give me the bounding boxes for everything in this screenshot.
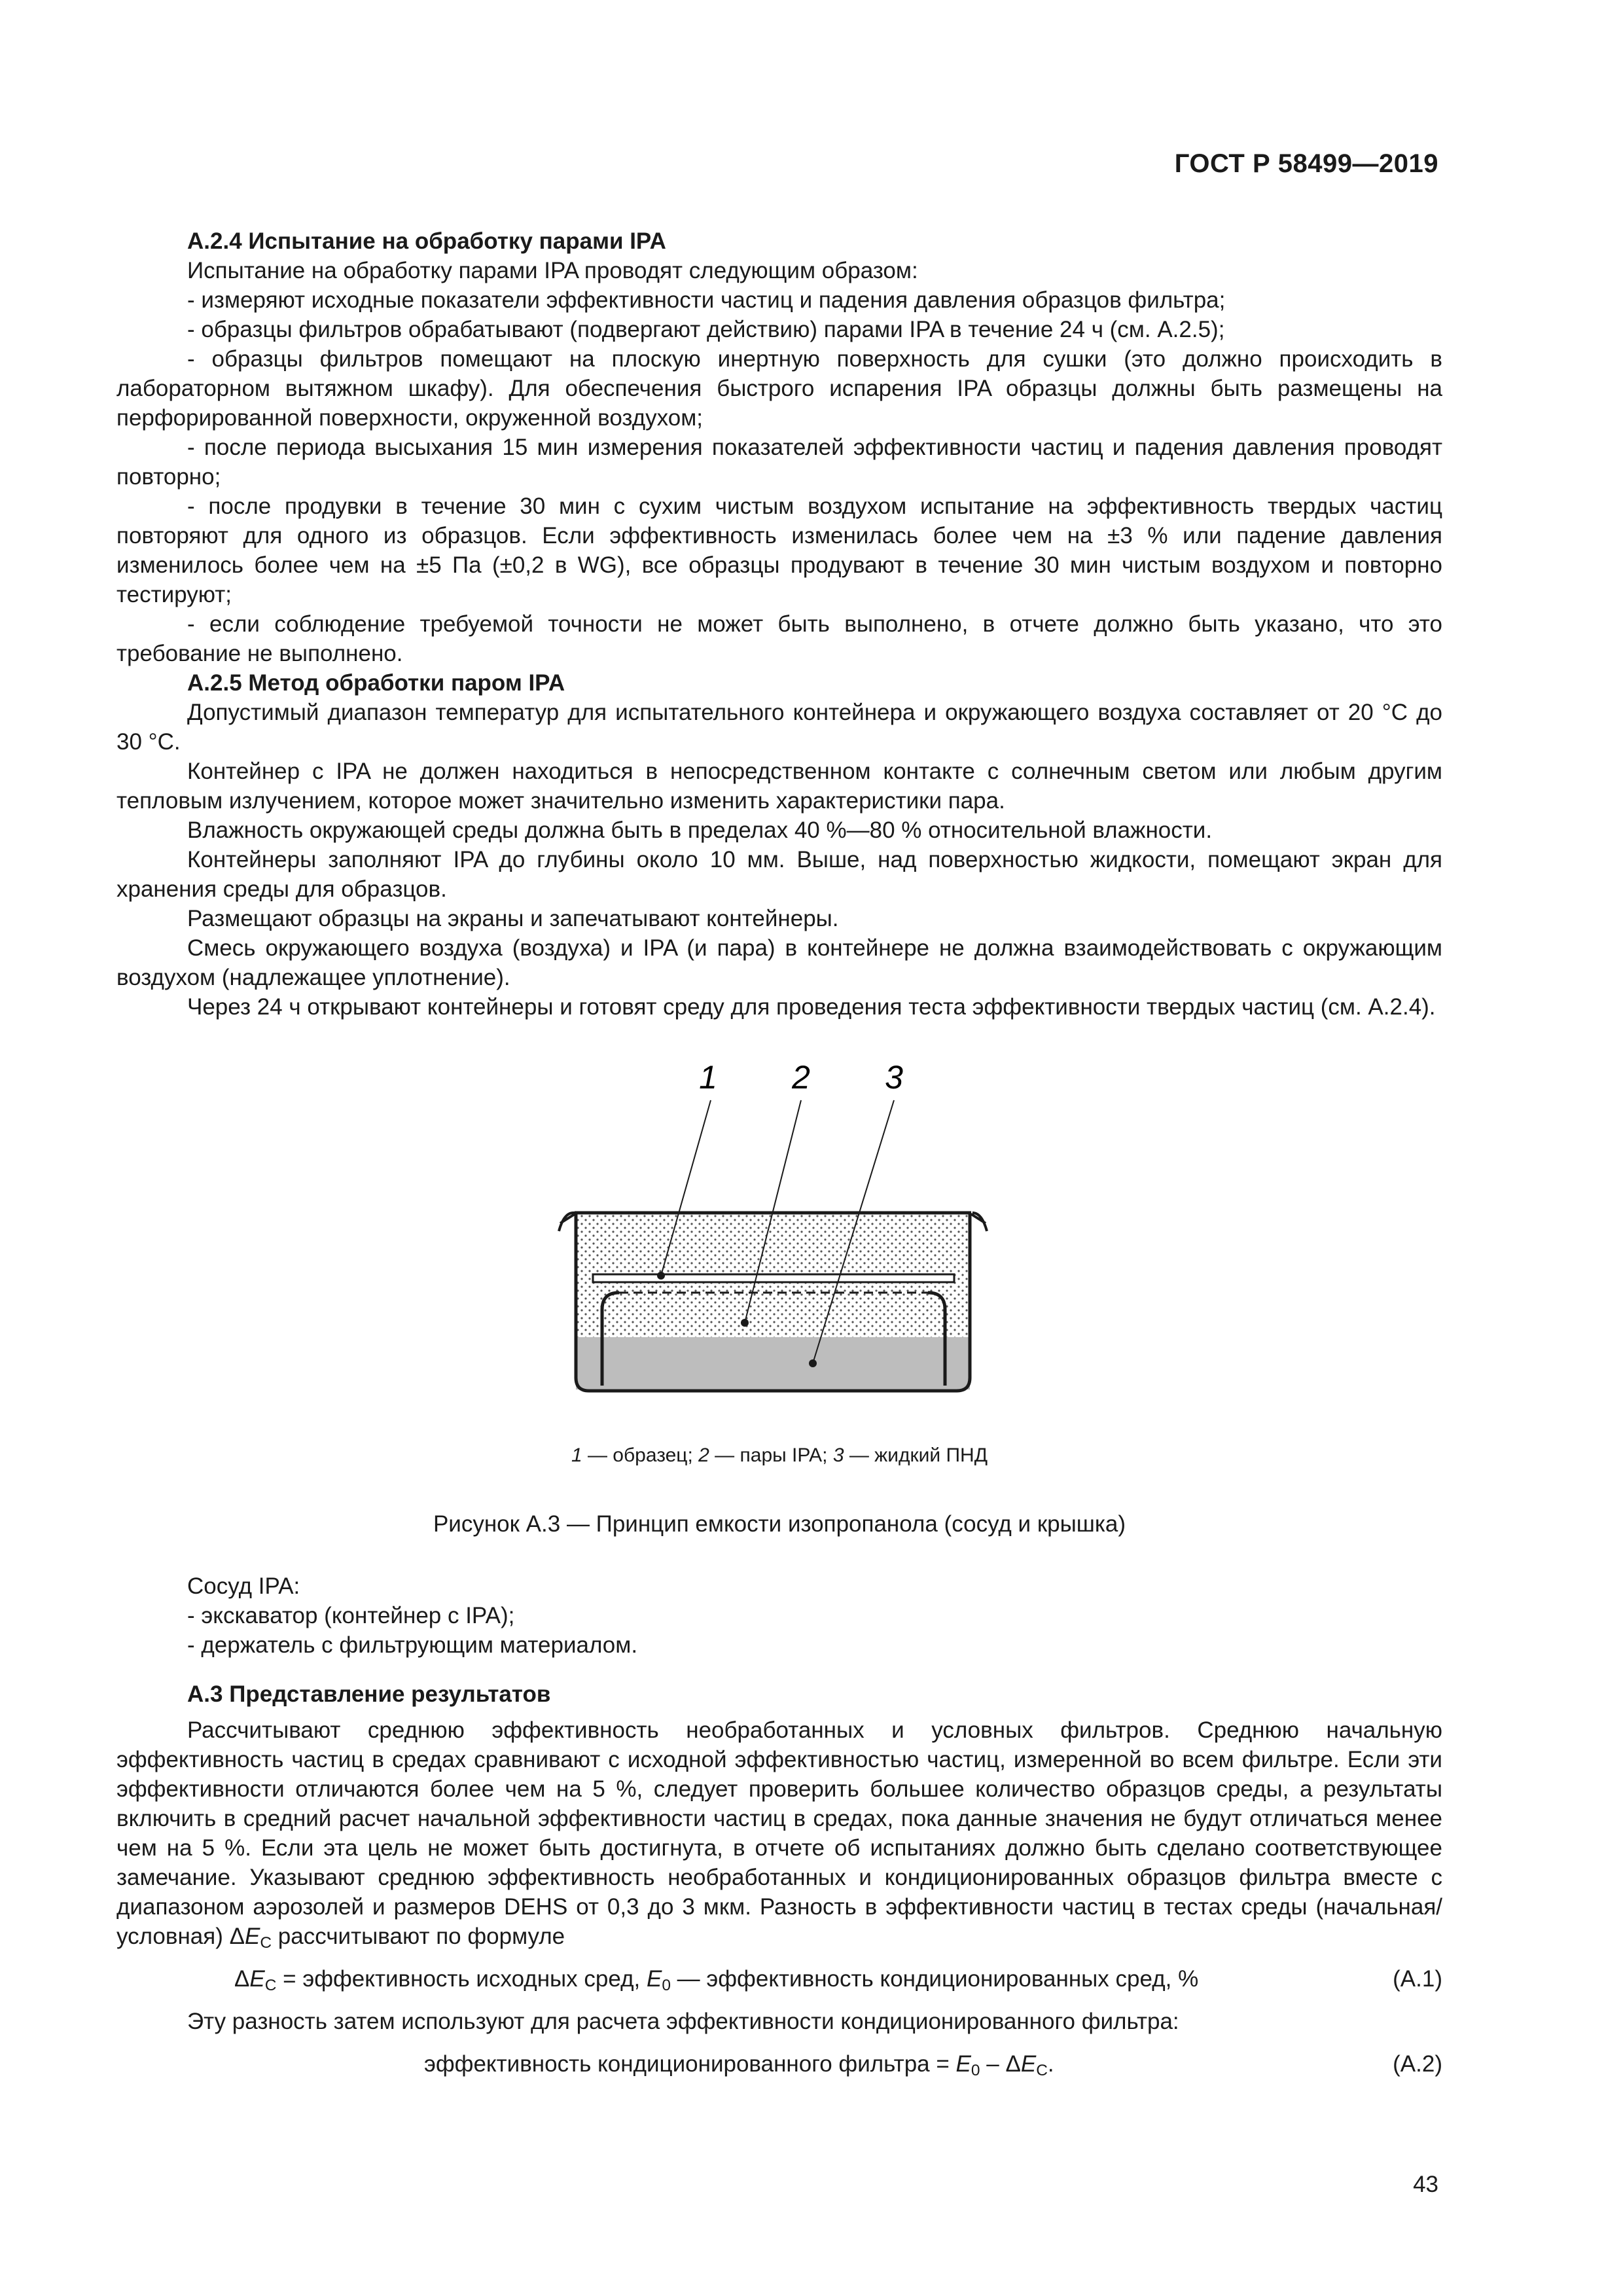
leader-dot-2 [741, 1319, 749, 1327]
callout-label-1: 1 [699, 1059, 717, 1096]
paragraph: Эту разность затем используют для расчета эффективности кондиционированного фильтра: [187, 2009, 1179, 2034]
list-item: - после продувки в течение 30 мин с сухим чистым воздухом испытание на эффективность твердых частиц повторяют для одного из образцов. Если эффективность изменилась более чем на ±3 % или падение давления изменилось более чем на ±5 Па (±0,2 в WG), все образцы продувают в течение 30 мин чистым воздухом и повторно тестируют; [116, 493, 1442, 607]
leader-dot-1 [657, 1272, 665, 1280]
list-item: - образцы фильтров помещают на плоскую инертную поверхность для сушки (это должно происходить в лабораторном вытяжном шкафу). Для обеспечения быстрого испарения IPA образцы должны быть размещены на перфорированной поверхности, окруженной воздухом; [116, 346, 1442, 431]
vessel-title: Сосуд IPA: [187, 1573, 300, 1599]
page-content [116, 226, 1442, 2092]
e-symbol: E [1020, 2051, 1037, 2077]
section-a25-heading: А.2.5 Метод обработки паром IPA [187, 670, 565, 696]
left-rim-icon [559, 1211, 575, 1231]
formula-a2-number: (А.2) [1393, 2051, 1442, 2077]
formula-a1 [116, 1964, 1442, 1994]
figure-caption: Рисунок А.3 — Принцип емкости изопропанола (сосуд и крышка) [433, 1511, 1126, 1537]
legend-text: — образец; [582, 1444, 699, 1466]
e-symbol: E [249, 1966, 265, 1992]
legend-num: 3 [832, 1444, 844, 1466]
formula-text: эффективность кондиционированного фильтра = [424, 2051, 956, 2077]
list-item: - если соблюдение требуемой точности не может быть выполнено, в отчете должно быть указано, что это требование не выполнено. [116, 611, 1442, 666]
delta-symbol: Δ [229, 1924, 245, 1949]
section-a3-paragraph [116, 1715, 1442, 1951]
ipa-container-diagram [116, 1041, 1442, 1434]
list-item: - держатель с фильтрующим материалом. [187, 1632, 638, 1658]
list-item: - после периода высыхания 15 мин измерения показателей эффективности частиц и падения давления проводят повторно; [116, 435, 1442, 490]
section-a24-heading: А.2.4 Испытание на обработку парами IPA [187, 228, 666, 254]
delta-symbol: Δ [234, 1966, 250, 1992]
c-subscript: C [260, 1934, 272, 1952]
formula-text: – [980, 2051, 1006, 2077]
figure-a3-diagram [116, 1041, 1442, 1434]
paragraph: Через 24 ч открывают контейнеры и готовят среду для проведения теста эффективности твердых частиц (см. А.2.4). [187, 994, 1436, 1020]
formula-text: = эффективность исходных сред, [276, 1966, 647, 1992]
right-rim-icon [971, 1213, 987, 1231]
paragraph: Контейнер с IPA не должен находиться в непосредственном контакте с солнечным светом или любым другим тепловым излучением, которое может значительно изменить характеристики пара. [116, 759, 1442, 814]
c-subscript: C [264, 1977, 277, 1994]
e-symbol: E [955, 2051, 971, 2077]
zero-subscript: 0 [971, 2062, 980, 2079]
formula-a2-expression [424, 2049, 1364, 2079]
formula-a2 [116, 2049, 1442, 2079]
formula-a1-expression [234, 1964, 1364, 1994]
section-a24-intro: Испытание на обработку парами IPA проводят следующим образом: [187, 258, 918, 283]
leader-dot-3 [809, 1359, 817, 1367]
legend-text: — жидкий ПНД [844, 1444, 988, 1466]
callout-label-2: 2 [792, 1059, 810, 1096]
formula-a1-number: (А.1) [1393, 1966, 1442, 1992]
e-symbol: E [245, 1924, 260, 1949]
liquid-area [576, 1337, 970, 1390]
legend-num: 1 [571, 1444, 582, 1466]
formula-text: — эффективность кондиционированных сред, % [670, 1966, 1199, 1992]
sample-plate [593, 1274, 954, 1282]
list-item: - экскаватор (контейнер с IPA); [187, 1603, 515, 1628]
section-a3-heading: А.3 Представление результатов [187, 1681, 551, 1707]
paragraph: Размещают образцы на экраны и запечатывают контейнеры. [187, 906, 839, 931]
legend-num: 2 [698, 1444, 709, 1466]
paragraph-text: Рассчитывают среднюю эффективность необработанных и условных фильтров. Среднюю начальную эффективность частиц в средах сравнивают с исходной эффективностью частиц, измеренной во всем фильтре. Если эти эффективности отличаются более чем на 5 %, следует проверить большее количество образцов среды, а результаты включить в средний расчет начальной эффективности частиц в средах, пока данные значения не будут отличаться менее чем на 5 %. Если эта цель не может быть достигнута, в отчете об испытаниях должно быть сделано соответствующее замечание. Указывают среднюю эффективность необработанных и кондиционированных образцов фильтра вместе с диапазоном аэрозолей и размеров DEHS от 0,3 до 3 мкм. Разность в эффективности частиц в тестах среды (начальная/условная) [116, 1717, 1442, 1949]
delta-symbol: Δ [1005, 2051, 1021, 2077]
paragraph: Влажность окружающей среды должна быть в пределах 40 %—80 % относительной влажности. [187, 817, 1213, 843]
paragraph: Контейнеры заполняют IPA до глубины около 10 мм. Выше, над поверхностью жидкости, помещают экран для хранения среды для образцов. [116, 847, 1442, 902]
formula-text: . [1047, 2051, 1054, 2077]
standard-id: ГОСТ Р 58499—2019 [1174, 149, 1438, 178]
list-item: - образцы фильтров обрабатывают (подвергают действию) парами IPA в течение 24 ч (см. А.2.5); [187, 317, 1225, 342]
legend-text: — пары IPA; [709, 1444, 833, 1466]
callout-label-3: 3 [885, 1059, 903, 1096]
paragraph-tail: рассчитывают по формуле [272, 1924, 565, 1949]
page-number: 43 [1413, 2172, 1438, 2197]
zero-subscript: 0 [662, 1977, 671, 1994]
e-symbol: E [646, 1966, 662, 1992]
list-item: - измеряют исходные показатели эффективности частиц и падения давления образцов фильтра; [187, 287, 1226, 313]
paragraph: Смесь окружающего воздуха (воздуха) и IPA (и пара) в контейнере не должна взаимодействовать с окружающим воздухом (надлежащее уплотнение). [116, 935, 1442, 990]
figure-legend [116, 1441, 1442, 1470]
c-subscript: C [1036, 2062, 1048, 2079]
paragraph: Допустимый диапазон температур для испытательного контейнера и окружающего воздуха составляет от 20 °С до 30 °С. [116, 700, 1442, 755]
